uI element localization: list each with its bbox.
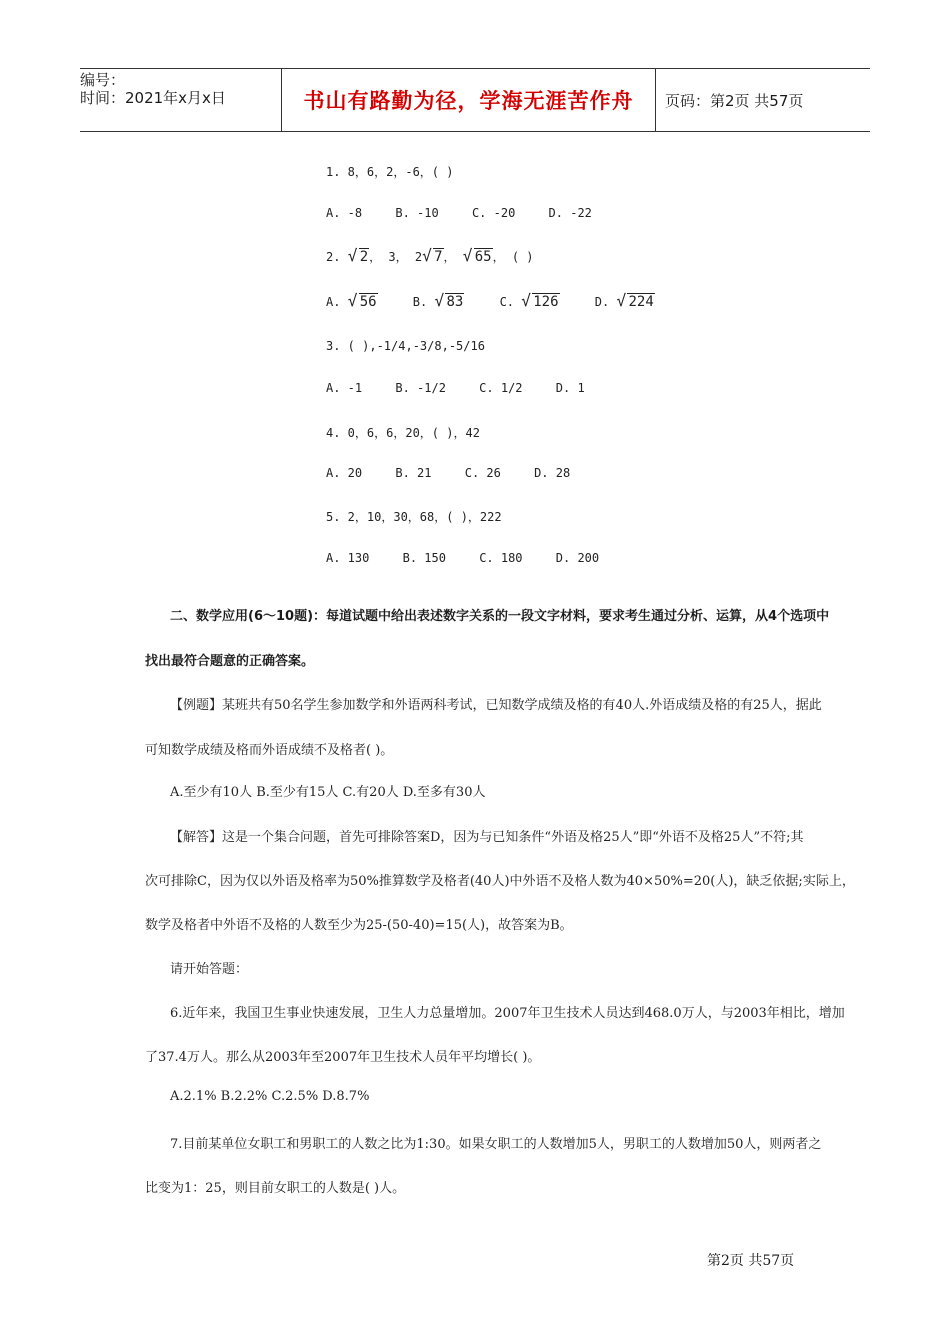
question-2: 2. √ 2， 3， 2√ 7， √ 65， ( ) <box>326 248 534 265</box>
page-footer: 第2页 共57页 <box>707 1253 795 1269</box>
question-2-options <box>326 294 681 310</box>
question-6-options: A.2.1% B.2.2% C.2.5% D.8.7% <box>170 1089 370 1104</box>
option: D. 1 <box>555 381 585 395</box>
document-header <box>80 68 870 132</box>
question-5: 5. 2，10，30，68，( )，222 <box>326 510 502 524</box>
option: C. -20 <box>471 206 516 220</box>
option: C. 1/2 <box>479 381 523 395</box>
question-6: 6.近年来，我国卫生事业快速发展，卫生人力总量增加。2007年卫生技术人员达到468.0万人，与2003年相比，增加 <box>170 1006 845 1021</box>
option: A. -8 <box>326 206 363 220</box>
question-3: 3. ( ),-1/4,-3/8,-5/16 <box>326 339 485 353</box>
section-2-heading: 二、数学应用(6～10题)：每道试题中给出表述数字关系的一段文字材料，要求考生通过分析、运算，从4个选项中 <box>170 609 830 624</box>
question-4-options <box>326 466 596 480</box>
header-page-cell <box>655 69 880 131</box>
question-1-options <box>326 206 618 220</box>
answer-text-cont: 数学及格者中外语不及格的人数至少为25-(50-40)=15(人)，故答案为B。 <box>145 918 573 933</box>
sqrt-term: √ 65 <box>463 249 493 265</box>
sqrt-term: √ 2 <box>348 249 369 265</box>
option: A. 20 <box>326 466 363 480</box>
time-label: 时间：2021年x月x日 <box>80 89 226 107</box>
section-2-heading-cont: 找出最符合题意的正确答案。 <box>145 654 315 669</box>
option: B. 21 <box>395 466 432 480</box>
option: A. 130 <box>326 551 370 565</box>
header-meta <box>80 69 280 133</box>
option: D. 200 <box>555 551 600 565</box>
question-1: 1. 8，6，2，-6，( ) <box>326 165 454 179</box>
option: A. -1 <box>326 381 363 395</box>
page-label: 页码：第2页 共57页 <box>665 91 804 110</box>
option: B. 150 <box>402 551 446 565</box>
answer-text-cont: 次可排除C，因为仅以外语及格率为50%推算数学及格者(40人)中外语不及格人数为40×50%=20(人)，缺乏依据;实际上， <box>145 874 855 889</box>
option: D. -22 <box>548 206 592 220</box>
question-4: 4. 0，6，6，20，( )，42 <box>326 426 480 440</box>
blank: ( ) <box>511 250 534 264</box>
header-motto-cell <box>281 69 656 131</box>
option: B. -10 <box>395 206 439 220</box>
example-options: A.至少有10人 B.至少有15人 C.有20人 D.至多有30人 <box>170 785 486 800</box>
example-text: 【例题】某班共有50名学生参加数学和外语两科考试，已知数学成绩及格的有40人.外语成绩及格的有25人，据此 <box>170 698 822 713</box>
option: C. 180 <box>479 551 523 565</box>
question-7-cont: 比变为1：25，则目前女职工的人数是( )人。 <box>145 1181 406 1196</box>
answer-text: 【解答】这是一个集合问题，首先可排除答案D，因为与已知条件“外语及格25人”即“外语不及格25人”不符;其 <box>170 830 804 845</box>
term: 3 <box>388 250 396 264</box>
question-7: 7.目前某单位女职工和男职工的人数之比为1:30。如果女职工的人数增加5人，男职工的人数增加50人，则两者之 <box>170 1137 822 1152</box>
start-prompt: 请开始答题： <box>170 962 249 977</box>
question-6-cont: 了37.4万人。那么从2003年至2007年卫生技术人员年平均增长( )。 <box>145 1050 541 1065</box>
option: D. √ 224 <box>595 294 655 310</box>
option: B. √ 83 <box>413 294 465 310</box>
number-label: 编号： <box>80 71 126 89</box>
motto: 书山有路勤为径，学海无涯苦作舟 <box>303 89 634 113</box>
option: D. 28 <box>534 466 571 480</box>
option: A. √ 56 <box>326 294 378 310</box>
question-5-options <box>326 551 625 565</box>
coef: 2 <box>414 250 423 264</box>
question-3-options <box>326 381 611 395</box>
option: C. √ 126 <box>500 294 560 310</box>
example-text-cont: 可知数学成绩及格而外语成绩不及格者( )。 <box>145 743 394 758</box>
sqrt-term: √ 7 <box>422 249 443 265</box>
question-number: 2. <box>326 250 341 264</box>
option: B. -1/2 <box>395 381 446 395</box>
option: C. 26 <box>464 466 501 480</box>
